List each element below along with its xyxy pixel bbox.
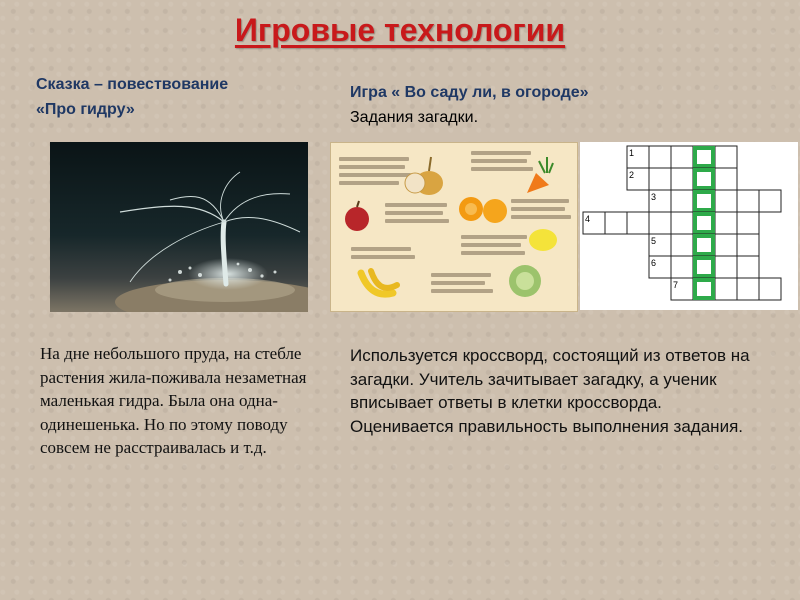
banana-icon [361, 271, 397, 294]
hydra-photo [50, 142, 308, 312]
carrot-icon [527, 157, 553, 193]
crossword-cell [715, 256, 737, 278]
hydra-illustration [50, 142, 308, 312]
left-heading-line2: «Про гидру» [36, 101, 135, 118]
page-title: Игровые технологии [234, 12, 566, 48]
story-text: На дне небольшого пруда, на стебле растения жила-поживала незаметная маленькая гидра. Была она одна-одинешенька. Но по этому поводу совсем не расстраивалась и т.д. [40, 344, 307, 458]
left-heading [36, 72, 326, 122]
crossword-cell [671, 146, 693, 168]
crossword-cell [649, 168, 671, 190]
onion-icon [405, 157, 443, 195]
crossword-cell [605, 212, 627, 234]
crossword-number: 6 [651, 258, 657, 268]
crossword-cell [715, 212, 737, 234]
crossword-cell [759, 278, 781, 300]
cabbage-icon [509, 265, 541, 297]
crossword-number: 5 [651, 236, 657, 246]
crossword-cell [671, 212, 693, 234]
apple-icon [345, 201, 369, 231]
crossword-svg [580, 142, 798, 310]
game-title: Игра « Во саду ли, в огороде» [350, 84, 589, 101]
crossword-number: 4 [585, 214, 591, 224]
crossword-cell [715, 278, 737, 300]
crossword-cell [715, 146, 737, 168]
crossword-cell [715, 190, 737, 212]
crossword-number: 1 [629, 148, 635, 158]
crossword-cell [737, 190, 759, 212]
crossword-cell [671, 256, 693, 278]
lemon-icon [529, 229, 557, 251]
game-description [350, 344, 780, 438]
crossword-cell [671, 234, 693, 256]
crossword-cell [737, 234, 759, 256]
hydra-story [40, 342, 330, 460]
crossword-cell [737, 278, 759, 300]
crossword-cell [737, 212, 759, 234]
crossword-cell [715, 168, 737, 190]
crossword-grid [580, 142, 798, 310]
description-paragraph-1: Используется кроссворд, состоящий из ответов на загадки. Учитель зачитывает загадку, а ученик вписывает ответы в клетки кроссворда. [350, 346, 750, 413]
crossword-number: 3 [651, 192, 657, 202]
crossword-cell [649, 146, 671, 168]
crossword-number: 2 [629, 170, 635, 180]
crossword-cell [715, 234, 737, 256]
vegetables-illustration [331, 143, 577, 311]
crossword-cell [627, 212, 649, 234]
left-heading-line1: Сказка – повествование [36, 76, 229, 93]
crossword-cell [737, 256, 759, 278]
orange-icon [459, 197, 507, 223]
crossword-cell [649, 212, 671, 234]
riddle-poster [330, 142, 578, 312]
right-heading [350, 80, 770, 130]
game-subtitle: Задания загадки. [350, 109, 479, 126]
crossword-cell [671, 190, 693, 212]
description-paragraph-2: Оценивается правильность выполнения задания. [350, 416, 743, 436]
crossword-cell [671, 168, 693, 190]
crossword-cell [759, 190, 781, 212]
crossword-number: 7 [673, 280, 679, 290]
